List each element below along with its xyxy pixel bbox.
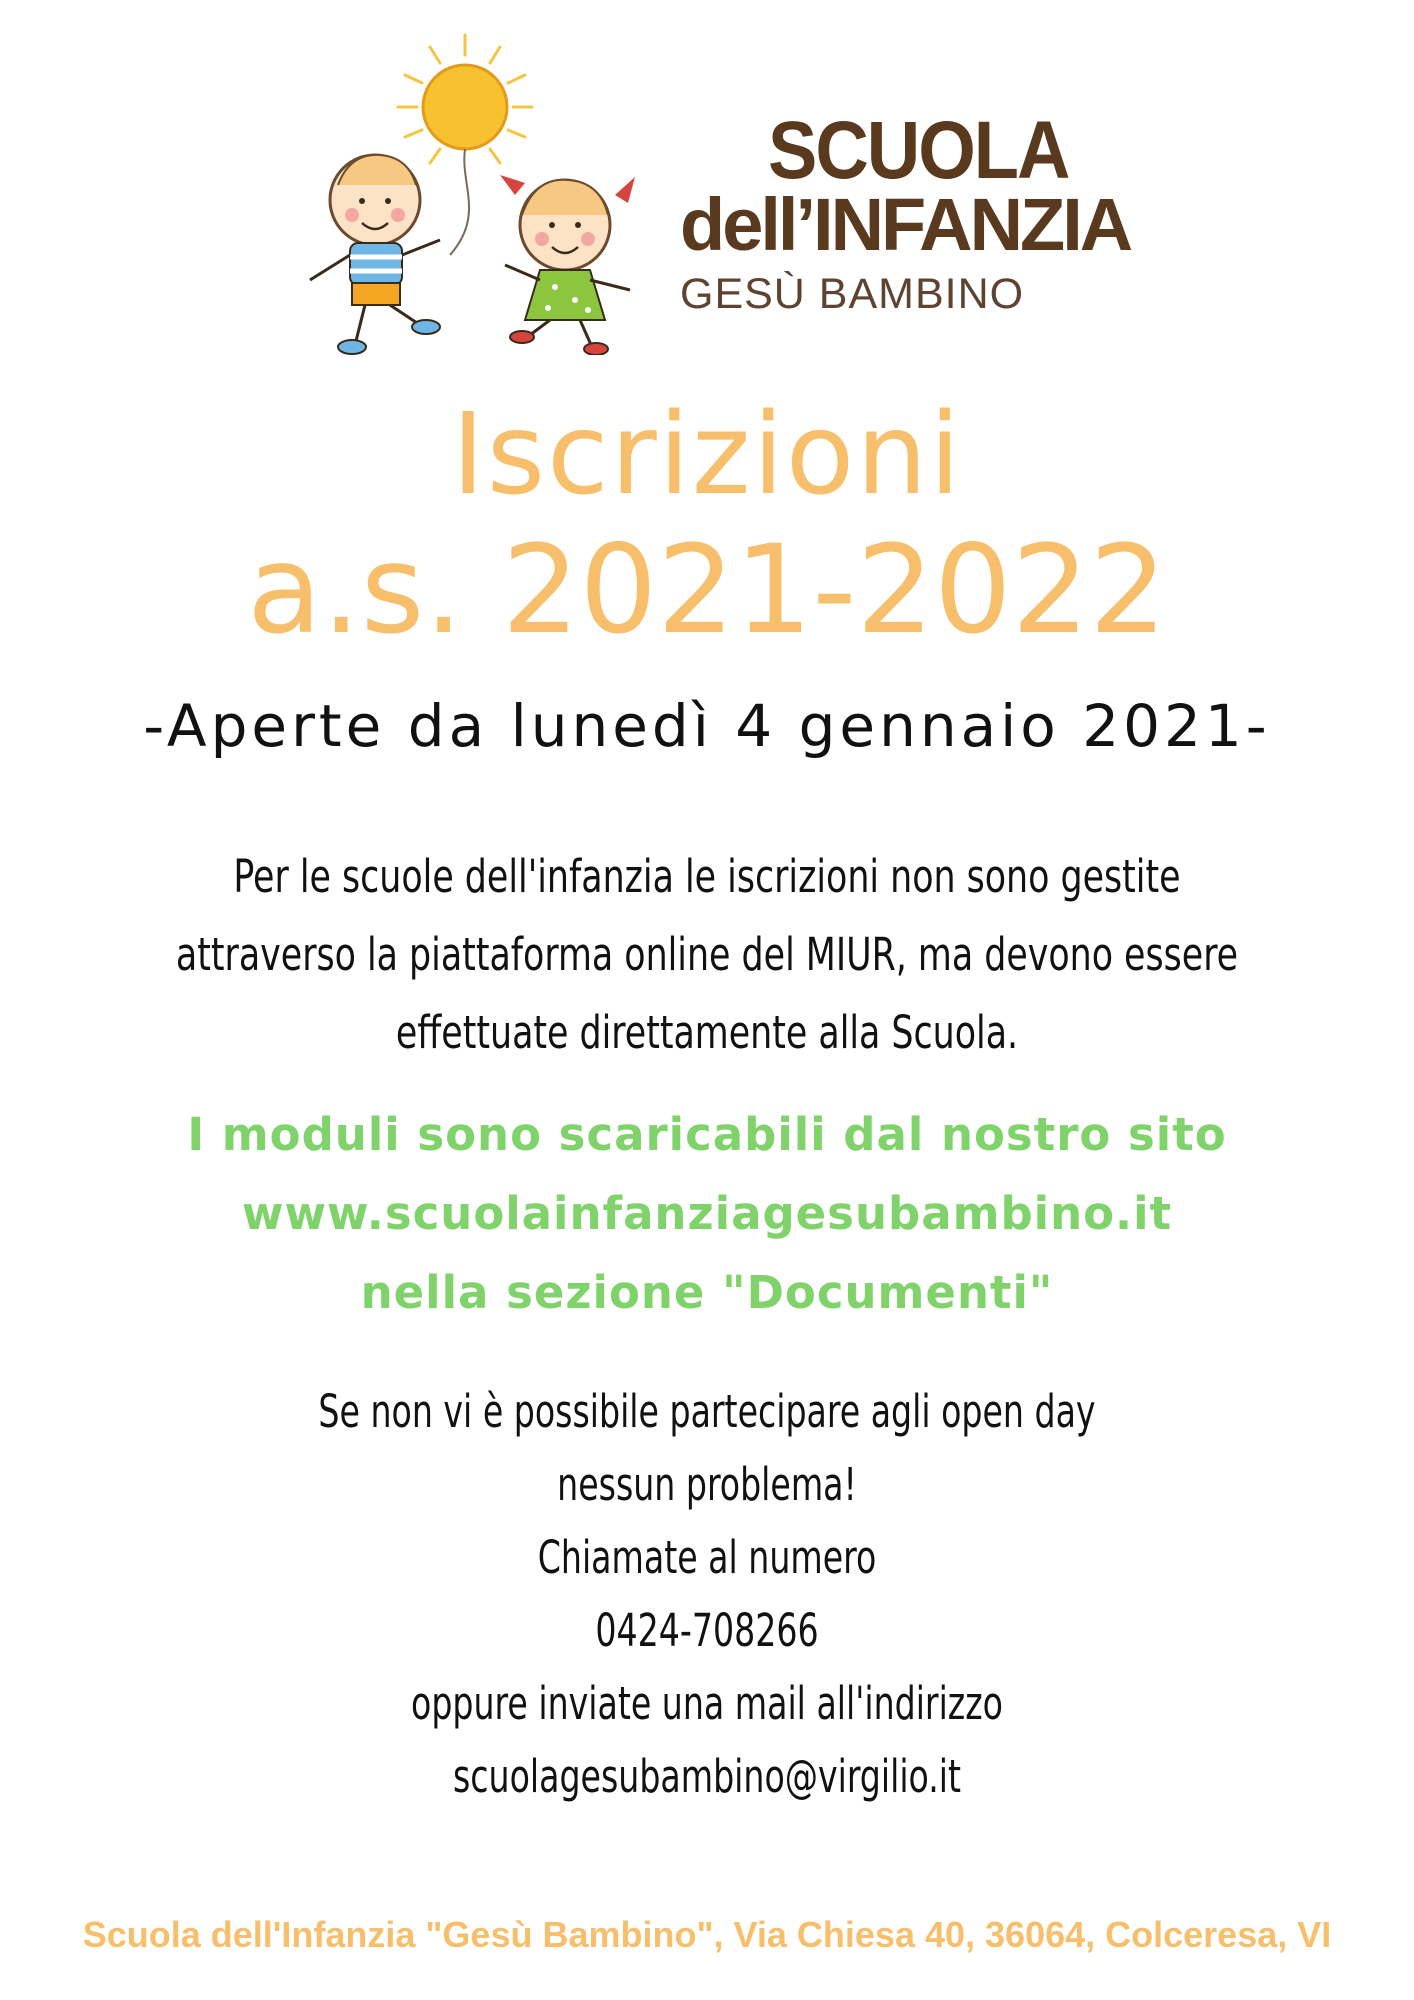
contact-line: Chiamate al numero xyxy=(537,1531,877,1584)
intro-line: effettuate direttamente alla Scuola. xyxy=(395,1006,1019,1059)
logo-scuola: SCUOLA xyxy=(768,104,1069,196)
downloads-line: I moduli sono scaricabili dal nostro sito xyxy=(187,1108,1227,1161)
email-address[interactable]: scuolagesubambino@virgilio.it xyxy=(453,1750,961,1803)
intro-paragraph xyxy=(99,838,1315,1072)
phone-number[interactable]: 0424-708266 xyxy=(595,1604,819,1657)
contact-line: Se non vi è possibile partecipare agli open day xyxy=(318,1385,1096,1438)
logo-gesu-bambino: GESÙ BAMBINO xyxy=(680,270,1025,318)
children-with-sun-balloon-illustration xyxy=(300,25,680,355)
opening-date: -Aperte da lunedì 4 gennaio 2021- xyxy=(143,692,1271,760)
title-iscrizioni: Iscrizioni xyxy=(451,390,963,520)
contact-paragraph xyxy=(127,1375,1286,1813)
downloads-info xyxy=(0,1095,1414,1332)
contact-line: nessun problema! xyxy=(557,1458,857,1511)
title-school-year: a.s. 2021-2022 xyxy=(247,519,1167,661)
downloads-section: nella sezione "Documenti" xyxy=(360,1266,1054,1319)
contact-line: oppure inviate una mail all'indirizzo xyxy=(411,1677,1003,1730)
intro-line: Per le scuole dell'infanzia le iscrizioni non sono gestite xyxy=(233,850,1181,903)
intro-line: attraverso la piattaforma online del MIUR, ma devono essere xyxy=(175,928,1239,981)
website-link[interactable]: www.scuolainfanziagesubambino.it xyxy=(241,1187,1173,1240)
footer-address: Scuola dell'Infanzia "Gesù Bambino", Via Chiesa 40, 36064, Colceresa, VI xyxy=(82,1914,1332,1955)
school-logo-text xyxy=(680,104,1131,318)
logo-dell-infanzia: dell’INFANZIA xyxy=(680,183,1131,266)
